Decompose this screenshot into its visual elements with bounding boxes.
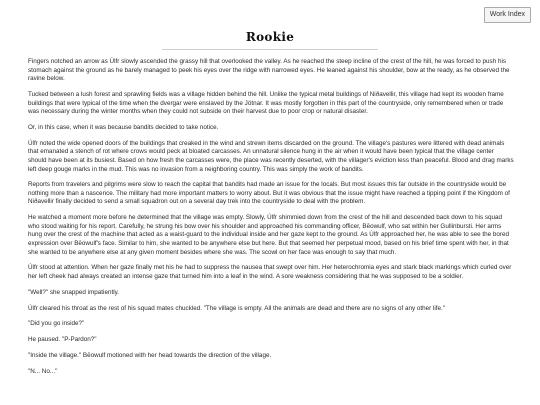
paragraph: Úlfr cleared his throat as the rest of his squad mates chuckled. "The village is empty. All the animals are dead and there are no signs of any other life." — [28, 304, 446, 312]
chapter-title: Rookie — [245, 30, 295, 44]
paragraph: "Well?" she snapped impatiently. — [28, 288, 120, 296]
paragraph: He paused. "P-Pardon?" — [28, 336, 97, 344]
paragraph: Reports from travelers and pilgrims were slow to reach the capital that bandits had made an issue for the locals. But most issues this far outside in the countryside would be nothing more than a nascence. The military had more important matters to worry about. But it was obvious that the issue might have reached a tipping point if the Kingdom of Niðavellir finally decided to send a small squadron out on a several day trek into the countryside to deal with the problem. — [28, 181, 510, 206]
paragraph: Tucked between a lush forest and sprawling fields was a village hidden behind the hill. Unlike the typical metal buildings of Niðavellir, this village had kept its wooden frame buildings that were typical of the time when the dvergar were enslaved by the Jötnar. It was mostly forgotten in this part of the countryside, only remembered when or trade was necessary during the winter months when they could not subside on their harvest due to poor crop or natural disaster. — [28, 90, 504, 116]
title-divider — [162, 49, 378, 50]
paragraph: Or, in this case, when it was because bandits decided to take notice. — [28, 123, 219, 131]
paragraph: Fingers notched an arrow as Úlfr slowly ascended the grassy hill that overlooked the valley. As he reached the steep incline of the crest of the hill, he was forced to push his stomach against the ground as he barely managed to peek his eyes over the ridge with narrowed eyes. He leaned against his shoulder, bow at the ready, as he observed the ravine below. — [28, 58, 510, 83]
paragraph: Úlfr stood at attention. When her gaze finally met his he had to suppress the nausea that swept over him. Her heterochromia eyes and stark black markings which curled over her left cheek had always created an intense gaze that turned him into a leaf in the wind. A sore weakness considering that he was supposed to be a soldier. — [28, 264, 512, 280]
paragraph: He watched a moment more before he determined that the village was empty. Slowly, Úlfr shimmied down from the crest of the hill and descended back down to his squad who stood waiting for his report. Carefully, he strung his bow over his shoulder and approached his commanding officer, Bēowulf, who sat within her Gullinbursti. Her arms hung over the crest of the machine that acted as a waist-guard to the individual inside and her gaze kept to the ground. As Úlfr approached her, he was able to see the bored expression over Bēowulf's face. Similar to him, she wanted to be anywhere else but here. But that seemed her perpetual mood, based on his brief time spent with her, in that she wanted to be anywhere else at any given moment besides where she was. The scowl on her face was enough to say that much. — [28, 214, 509, 256]
paragraph: Úlfr noted the wide opened doors of the buildings that creaked in the wind and strewn items discarded on the ground. The village's pastures were littered with dead animals that emanated a stench of rot where crows would peck at bloated carcasses. An unnatural silence hung in the air when it would have been typical that the village center should have been at its busiest. Based on how fresh the carcasses were, the place was recently deserted, with the villager's eviction less than peaceful. Blood and drag marks left deep gouge marks in the mud. This was no invasion from a neighboring country. This was simply the work of bandits. — [28, 139, 514, 173]
top-bar — [0, 0, 540, 26]
paragraph: "Did you go inside?" — [28, 320, 85, 328]
paragraph: "N... No..." — [28, 367, 58, 375]
paragraph: "Inside the village." Bēowulf motioned with her head towards the direction of the village. — [28, 351, 272, 359]
chapter-body — [28, 58, 514, 383]
work-index-button[interactable]: Work Index — [484, 7, 531, 23]
